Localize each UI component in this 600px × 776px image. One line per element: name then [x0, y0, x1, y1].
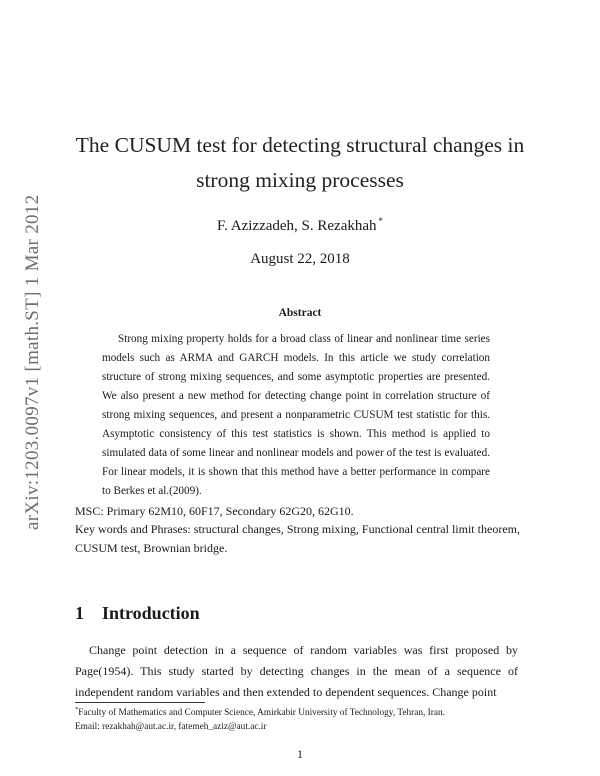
title-line-1: The CUSUM test for detecting structural changes in [75, 133, 525, 157]
title-line-2: strong mixing processes [196, 168, 404, 192]
author-list [0, 216, 600, 235]
footnote-email: Email: rezakhah@aut.ac.ir, fatemeh_aziz@aut.ac.ir [75, 721, 267, 732]
section-heading [75, 603, 200, 624]
affiliation-text: Faculty of Mathematics and Computer Science, Amirkabir University of Technology, Tehran, Iran. [78, 708, 445, 719]
keywords: Key words and Phrases: structural changes, Strong mixing, Functional central limit theorem, CUSUM test, Brownian bridge. [75, 522, 520, 555]
author-names: F. Azizzadeh, S. Rezakhah [216, 218, 377, 234]
author-footnote-mark: * [378, 216, 384, 226]
footnote-mark: * [75, 706, 79, 713]
page-number: 1 [297, 747, 303, 761]
footnote [75, 703, 520, 734]
paper-date: August 22, 2018 [250, 251, 350, 267]
msc-classification: MSC: Primary 62M10, 60F17, Secondary 62G20, 62G10. [75, 504, 354, 518]
paper-title [0, 128, 600, 198]
abstract-text: Strong mixing property holds for a broad class of linear and nonlinear time series models such as ARMA and GARCH models. In this article we study correlation structure of strong mixing sequences, and some asymptotic properties are presented. We also present a new method for detecting change point in correlation structure of strong mixing sequences, and present a nonparametric CUSUM test statistic for this. Asymptotic consistency of this test statistics is shown. This method is applied to simulated data of some linear and nonlinear models and power of the test is evaluated. For linear models, it is shown that this method have a better performance in compare to Berkes et al.(2009). [102, 333, 490, 497]
abstract-heading: Abstract [278, 307, 322, 319]
footnote-affiliation [75, 703, 520, 721]
arxiv-identifier-stamp: arXiv:1203.0097v1 [math.ST] 1 Mar 2012 [22, 194, 43, 530]
section-number: 1 [75, 603, 84, 623]
section-title: Introduction [102, 603, 200, 623]
introduction-paragraph: Change point detection in a sequence of random variables was first proposed by Page(1954). This study started by detecting changes in the mean of a sequence of independent random variables and then extended to dependent sequences. Change point [75, 643, 518, 699]
